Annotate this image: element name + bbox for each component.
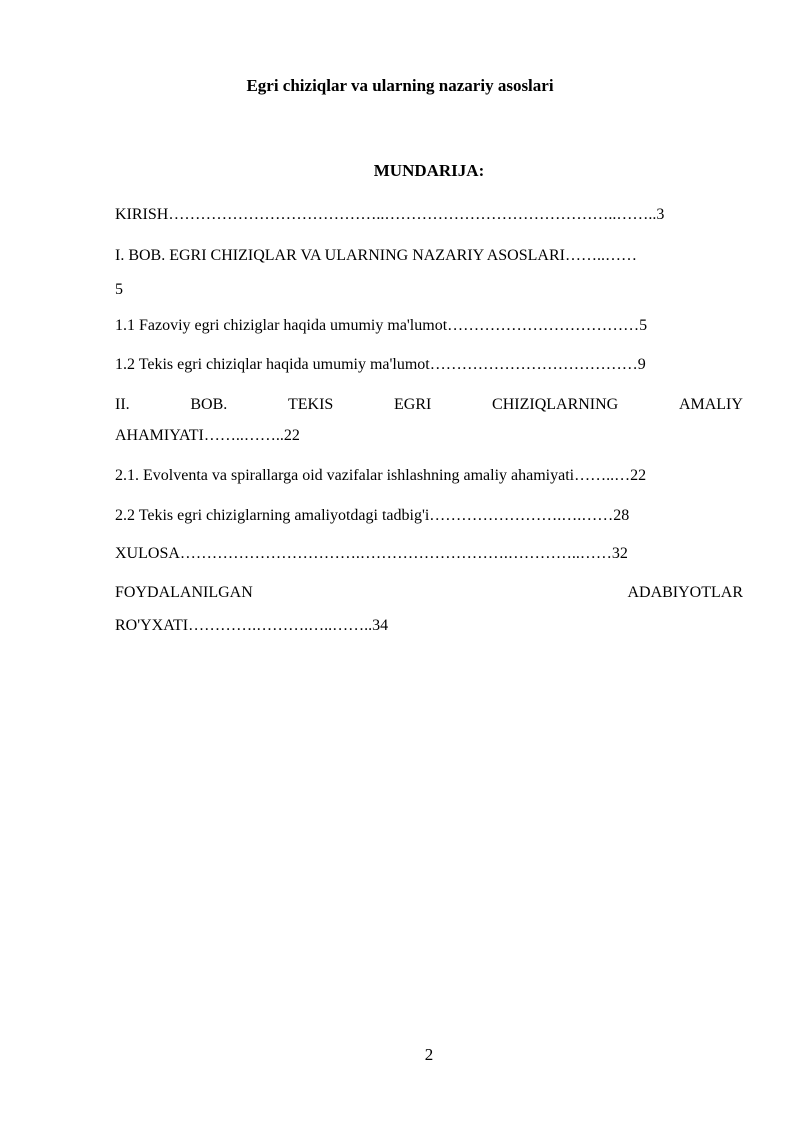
toc-entry-text: 1.2 Tekis egri chiziqlar haqida umumiy ma'lumot…………………………………9 [115,356,646,373]
toc-entry-adabiyotlar[interactable] [115,580,743,638]
toc-entry-justified-line [115,580,743,605]
toc-word: FOYDALANILGAN [115,584,253,601]
toc-entry-text: XULOSA…………………………….……………………….…………..……32 [115,545,628,562]
toc-heading: MUNDARIJA: [373,161,485,180]
toc-entry-text: 2.2 Tekis egri chiziglarning amaliyotdagi tadbig'i…………………….….……28 [115,507,630,524]
toc-entry-bob2[interactable] [115,392,743,448]
toc-word: AMALIY [678,396,743,413]
toc-entry-page: 5 [115,281,123,298]
toc-entry-text: 2.1. Evolventa va spirallarga oid vazifalar ishlashning amaliy ahamiyati……..…22 [115,467,647,484]
toc-entry-continuation: AHAMIYATI……..……..22 [115,427,300,444]
toc-word: II. [115,396,130,413]
toc-word: BOB. [190,396,228,413]
toc-entry-xulosa[interactable] [115,541,743,566]
toc-entry-1-1[interactable] [115,313,743,338]
toc-word: CHIZIQLARNING [492,396,619,413]
toc-entry-text: 1.1 Fazoviy egri chiziglar haqida umumiy ma'lumot………………………………5 [115,317,648,334]
toc-word: TEKIS [287,396,334,413]
toc-entry-1-2[interactable] [115,352,743,377]
toc-entry-justified-line [115,392,743,417]
toc-entry-continuation: RO'YXATI………….……….…..……..34 [115,617,389,634]
toc-entry-2-2[interactable] [115,503,743,528]
toc-entry-text: I. BOB. EGRI CHIZIQLAR VA ULARNING NAZARIY ASOSLARI……..…… [115,247,637,264]
toc-word: EGRI [394,396,432,413]
toc-entry-bob1[interactable] [115,243,743,302]
toc-entry-kirish[interactable] [115,202,743,227]
page-number: 2 [424,1045,434,1064]
toc-entry-text: KIRISH…………………………………..……………………………………..……..3 [115,206,665,223]
toc-entry-2-1[interactable] [115,463,743,488]
page-title: Egri chiziqlar va ularning nazariy asoslari [246,76,554,95]
toc-word: ADABIYOTLAR [627,584,743,601]
